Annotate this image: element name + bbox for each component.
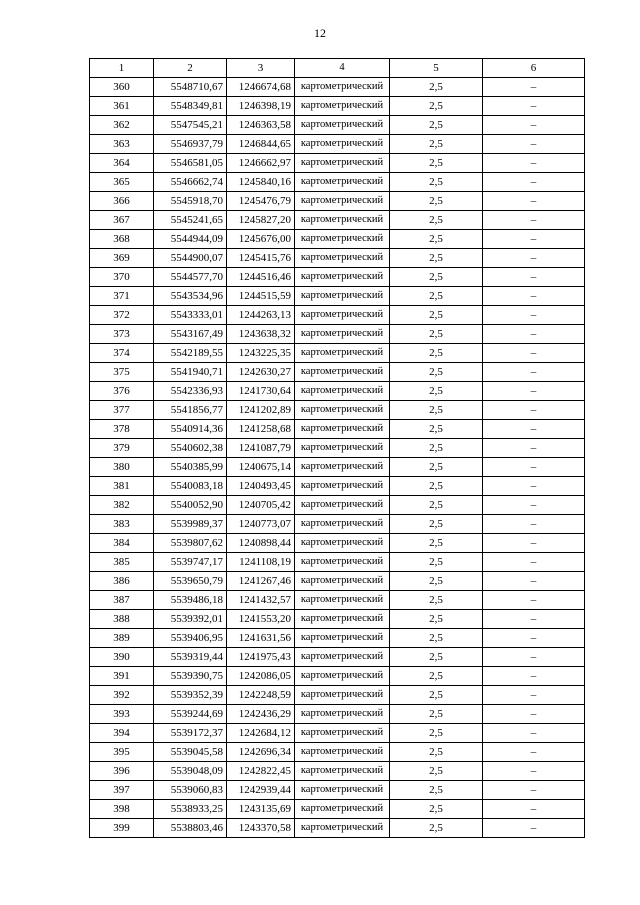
table-row bbox=[90, 572, 585, 591]
y-coordinate-cell: 1243370,58 bbox=[227, 819, 295, 838]
description-cell: – bbox=[483, 230, 585, 249]
y-coordinate-cell: 1245840,16 bbox=[227, 173, 295, 192]
description-cell: – bbox=[483, 97, 585, 116]
method-cell: картометрический bbox=[295, 819, 390, 838]
description-cell: – bbox=[483, 211, 585, 230]
method-cell: картометрический bbox=[295, 344, 390, 363]
accuracy-cell: 2,5 bbox=[390, 743, 483, 762]
table-row bbox=[90, 496, 585, 515]
x-coordinate-cell: 5541940,71 bbox=[154, 363, 227, 382]
x-coordinate-cell: 5544900,07 bbox=[154, 249, 227, 268]
point-number-cell: 395 bbox=[90, 743, 154, 762]
column-header: 1 bbox=[90, 59, 154, 78]
point-number-cell: 390 bbox=[90, 648, 154, 667]
accuracy-cell: 2,5 bbox=[390, 591, 483, 610]
method-cell: картометрический bbox=[295, 515, 390, 534]
accuracy-cell: 2,5 bbox=[390, 230, 483, 249]
accuracy-cell: 2,5 bbox=[390, 420, 483, 439]
x-coordinate-cell: 5540602,38 bbox=[154, 439, 227, 458]
table-row bbox=[90, 819, 585, 838]
y-coordinate-cell: 1245827,20 bbox=[227, 211, 295, 230]
method-cell: картометрический bbox=[295, 382, 390, 401]
description-cell: – bbox=[483, 116, 585, 135]
point-number-cell: 381 bbox=[90, 477, 154, 496]
accuracy-cell: 2,5 bbox=[390, 629, 483, 648]
point-number-cell: 393 bbox=[90, 705, 154, 724]
y-coordinate-cell: 1245676,00 bbox=[227, 230, 295, 249]
description-cell: – bbox=[483, 306, 585, 325]
y-coordinate-cell: 1240705,42 bbox=[227, 496, 295, 515]
point-number-cell: 392 bbox=[90, 686, 154, 705]
description-cell: – bbox=[483, 325, 585, 344]
point-number-cell: 369 bbox=[90, 249, 154, 268]
point-number-cell: 385 bbox=[90, 553, 154, 572]
x-coordinate-cell: 5539406,95 bbox=[154, 629, 227, 648]
accuracy-cell: 2,5 bbox=[390, 477, 483, 496]
method-cell: картометрический bbox=[295, 743, 390, 762]
x-coordinate-cell: 5543333,01 bbox=[154, 306, 227, 325]
table-row bbox=[90, 553, 585, 572]
accuracy-cell: 2,5 bbox=[390, 781, 483, 800]
method-cell: картометрический bbox=[295, 648, 390, 667]
table-row bbox=[90, 287, 585, 306]
y-coordinate-cell: 1242822,45 bbox=[227, 762, 295, 781]
accuracy-cell: 2,5 bbox=[390, 173, 483, 192]
method-cell: картометрический bbox=[295, 591, 390, 610]
accuracy-cell: 2,5 bbox=[390, 496, 483, 515]
point-number-cell: 391 bbox=[90, 667, 154, 686]
point-number-cell: 360 bbox=[90, 78, 154, 97]
y-coordinate-cell: 1246662,97 bbox=[227, 154, 295, 173]
y-coordinate-cell: 1245415,76 bbox=[227, 249, 295, 268]
x-coordinate-cell: 5546937,79 bbox=[154, 135, 227, 154]
accuracy-cell: 2,5 bbox=[390, 819, 483, 838]
method-cell: картометрический bbox=[295, 762, 390, 781]
x-coordinate-cell: 5544577,70 bbox=[154, 268, 227, 287]
description-cell: – bbox=[483, 591, 585, 610]
method-cell: картометрический bbox=[295, 477, 390, 496]
point-number-cell: 376 bbox=[90, 382, 154, 401]
method-cell: картометрический bbox=[295, 211, 390, 230]
table-row bbox=[90, 781, 585, 800]
table-row bbox=[90, 211, 585, 230]
y-coordinate-cell: 1246363,58 bbox=[227, 116, 295, 135]
y-coordinate-cell: 1244263,13 bbox=[227, 306, 295, 325]
method-cell: картометрический bbox=[295, 287, 390, 306]
coordinates-table bbox=[89, 58, 585, 838]
accuracy-cell: 2,5 bbox=[390, 553, 483, 572]
x-coordinate-cell: 5540385,99 bbox=[154, 458, 227, 477]
x-coordinate-cell: 5539392,01 bbox=[154, 610, 227, 629]
description-cell: – bbox=[483, 192, 585, 211]
accuracy-cell: 2,5 bbox=[390, 135, 483, 154]
method-cell: картометрический bbox=[295, 154, 390, 173]
table-row bbox=[90, 705, 585, 724]
table-row bbox=[90, 420, 585, 439]
accuracy-cell: 2,5 bbox=[390, 401, 483, 420]
description-cell: – bbox=[483, 78, 585, 97]
column-header: 5 bbox=[390, 59, 483, 78]
table-body bbox=[90, 78, 585, 838]
x-coordinate-cell: 5539048,09 bbox=[154, 762, 227, 781]
point-number-cell: 366 bbox=[90, 192, 154, 211]
method-cell: картометрический bbox=[295, 325, 390, 344]
y-coordinate-cell: 1241267,46 bbox=[227, 572, 295, 591]
accuracy-cell: 2,5 bbox=[390, 667, 483, 686]
y-coordinate-cell: 1241975,43 bbox=[227, 648, 295, 667]
accuracy-cell: 2,5 bbox=[390, 648, 483, 667]
method-cell: картометрический bbox=[295, 439, 390, 458]
x-coordinate-cell: 5540083,18 bbox=[154, 477, 227, 496]
description-cell: – bbox=[483, 458, 585, 477]
table-row bbox=[90, 154, 585, 173]
x-coordinate-cell: 5539319,44 bbox=[154, 648, 227, 667]
point-number-cell: 379 bbox=[90, 439, 154, 458]
table-row bbox=[90, 629, 585, 648]
method-cell: картометрический bbox=[295, 135, 390, 154]
description-cell: – bbox=[483, 762, 585, 781]
y-coordinate-cell: 1242436,29 bbox=[227, 705, 295, 724]
point-number-cell: 388 bbox=[90, 610, 154, 629]
description-cell: – bbox=[483, 572, 585, 591]
y-coordinate-cell: 1241087,79 bbox=[227, 439, 295, 458]
table-row bbox=[90, 439, 585, 458]
table-row bbox=[90, 458, 585, 477]
point-number-cell: 382 bbox=[90, 496, 154, 515]
point-number-cell: 362 bbox=[90, 116, 154, 135]
description-cell: – bbox=[483, 724, 585, 743]
method-cell: картометрический bbox=[295, 572, 390, 591]
description-cell: – bbox=[483, 686, 585, 705]
accuracy-cell: 2,5 bbox=[390, 515, 483, 534]
point-number-cell: 375 bbox=[90, 363, 154, 382]
accuracy-cell: 2,5 bbox=[390, 458, 483, 477]
table-row bbox=[90, 762, 585, 781]
point-number-cell: 397 bbox=[90, 781, 154, 800]
y-coordinate-cell: 1243135,69 bbox=[227, 800, 295, 819]
point-number-cell: 373 bbox=[90, 325, 154, 344]
accuracy-cell: 2,5 bbox=[390, 534, 483, 553]
table-row bbox=[90, 686, 585, 705]
point-number-cell: 364 bbox=[90, 154, 154, 173]
method-cell: картометрический bbox=[295, 192, 390, 211]
accuracy-cell: 2,5 bbox=[390, 287, 483, 306]
y-coordinate-cell: 1242086,05 bbox=[227, 667, 295, 686]
description-cell: – bbox=[483, 363, 585, 382]
table-row bbox=[90, 78, 585, 97]
accuracy-cell: 2,5 bbox=[390, 800, 483, 819]
method-cell: картометрический bbox=[295, 724, 390, 743]
method-cell: картометрический bbox=[295, 610, 390, 629]
method-cell: картометрический bbox=[295, 363, 390, 382]
table-row bbox=[90, 591, 585, 610]
x-coordinate-cell: 5538803,46 bbox=[154, 819, 227, 838]
description-cell: – bbox=[483, 800, 585, 819]
point-number-cell: 398 bbox=[90, 800, 154, 819]
description-cell: – bbox=[483, 154, 585, 173]
method-cell: картометрический bbox=[295, 553, 390, 572]
accuracy-cell: 2,5 bbox=[390, 439, 483, 458]
point-number-cell: 374 bbox=[90, 344, 154, 363]
accuracy-cell: 2,5 bbox=[390, 192, 483, 211]
description-cell: – bbox=[483, 173, 585, 192]
y-coordinate-cell: 1244515,59 bbox=[227, 287, 295, 306]
y-coordinate-cell: 1241108,19 bbox=[227, 553, 295, 572]
x-coordinate-cell: 5547545,21 bbox=[154, 116, 227, 135]
table-row bbox=[90, 249, 585, 268]
method-cell: картометрический bbox=[295, 458, 390, 477]
x-coordinate-cell: 5545918,70 bbox=[154, 192, 227, 211]
x-coordinate-cell: 5539486,18 bbox=[154, 591, 227, 610]
point-number-cell: 384 bbox=[90, 534, 154, 553]
x-coordinate-cell: 5545241,65 bbox=[154, 211, 227, 230]
y-coordinate-cell: 1246398,19 bbox=[227, 97, 295, 116]
point-number-cell: 383 bbox=[90, 515, 154, 534]
table-row bbox=[90, 667, 585, 686]
column-header: 3 bbox=[227, 59, 295, 78]
table-row bbox=[90, 306, 585, 325]
y-coordinate-cell: 1241553,20 bbox=[227, 610, 295, 629]
y-coordinate-cell: 1246674,68 bbox=[227, 78, 295, 97]
method-cell: картометрический bbox=[295, 249, 390, 268]
method-cell: картометрический bbox=[295, 306, 390, 325]
x-coordinate-cell: 5548349,81 bbox=[154, 97, 227, 116]
description-cell: – bbox=[483, 781, 585, 800]
y-coordinate-cell: 1241631,56 bbox=[227, 629, 295, 648]
accuracy-cell: 2,5 bbox=[390, 382, 483, 401]
x-coordinate-cell: 5539989,37 bbox=[154, 515, 227, 534]
point-number-cell: 367 bbox=[90, 211, 154, 230]
accuracy-cell: 2,5 bbox=[390, 363, 483, 382]
description-cell: – bbox=[483, 743, 585, 762]
column-header: 6 bbox=[483, 59, 585, 78]
accuracy-cell: 2,5 bbox=[390, 268, 483, 287]
y-coordinate-cell: 1240773,07 bbox=[227, 515, 295, 534]
y-coordinate-cell: 1240675,14 bbox=[227, 458, 295, 477]
accuracy-cell: 2,5 bbox=[390, 97, 483, 116]
table-row bbox=[90, 401, 585, 420]
y-coordinate-cell: 1242939,44 bbox=[227, 781, 295, 800]
point-number-cell: 368 bbox=[90, 230, 154, 249]
method-cell: картометрический bbox=[295, 667, 390, 686]
table-row bbox=[90, 800, 585, 819]
table-row bbox=[90, 116, 585, 135]
accuracy-cell: 2,5 bbox=[390, 705, 483, 724]
description-cell: – bbox=[483, 515, 585, 534]
x-coordinate-cell: 5539747,17 bbox=[154, 553, 227, 572]
y-coordinate-cell: 1242248,59 bbox=[227, 686, 295, 705]
x-coordinate-cell: 5539244,69 bbox=[154, 705, 227, 724]
x-coordinate-cell: 5548710,67 bbox=[154, 78, 227, 97]
y-coordinate-cell: 1240898,44 bbox=[227, 534, 295, 553]
point-number-cell: 386 bbox=[90, 572, 154, 591]
point-number-cell: 377 bbox=[90, 401, 154, 420]
y-coordinate-cell: 1241730,64 bbox=[227, 382, 295, 401]
accuracy-cell: 2,5 bbox=[390, 249, 483, 268]
accuracy-cell: 2,5 bbox=[390, 154, 483, 173]
method-cell: картометрический bbox=[295, 629, 390, 648]
method-cell: картометрический bbox=[295, 496, 390, 515]
accuracy-cell: 2,5 bbox=[390, 211, 483, 230]
y-coordinate-cell: 1243225,35 bbox=[227, 344, 295, 363]
description-cell: – bbox=[483, 610, 585, 629]
description-cell: – bbox=[483, 667, 585, 686]
point-number-cell: 399 bbox=[90, 819, 154, 838]
x-coordinate-cell: 5543167,49 bbox=[154, 325, 227, 344]
method-cell: картометрический bbox=[295, 534, 390, 553]
x-coordinate-cell: 5539352,39 bbox=[154, 686, 227, 705]
y-coordinate-cell: 1241432,57 bbox=[227, 591, 295, 610]
description-cell: – bbox=[483, 135, 585, 154]
method-cell: картометрический bbox=[295, 420, 390, 439]
column-header: 2 bbox=[154, 59, 227, 78]
description-cell: – bbox=[483, 420, 585, 439]
table-row bbox=[90, 363, 585, 382]
accuracy-cell: 2,5 bbox=[390, 762, 483, 781]
point-number-cell: 380 bbox=[90, 458, 154, 477]
description-cell: – bbox=[483, 287, 585, 306]
x-coordinate-cell: 5539807,62 bbox=[154, 534, 227, 553]
x-coordinate-cell: 5539390,75 bbox=[154, 667, 227, 686]
table-row bbox=[90, 743, 585, 762]
table-row bbox=[90, 610, 585, 629]
x-coordinate-cell: 5546662,74 bbox=[154, 173, 227, 192]
accuracy-cell: 2,5 bbox=[390, 325, 483, 344]
method-cell: картометрический bbox=[295, 705, 390, 724]
x-coordinate-cell: 5541856,77 bbox=[154, 401, 227, 420]
description-cell: – bbox=[483, 534, 585, 553]
y-coordinate-cell: 1240493,45 bbox=[227, 477, 295, 496]
column-header: 4 bbox=[295, 59, 390, 78]
description-cell: – bbox=[483, 819, 585, 838]
description-cell: – bbox=[483, 401, 585, 420]
description-cell: – bbox=[483, 268, 585, 287]
method-cell: картометрический bbox=[295, 686, 390, 705]
accuracy-cell: 2,5 bbox=[390, 686, 483, 705]
method-cell: картометрический bbox=[295, 116, 390, 135]
accuracy-cell: 2,5 bbox=[390, 572, 483, 591]
point-number-cell: 387 bbox=[90, 591, 154, 610]
description-cell: – bbox=[483, 705, 585, 724]
x-coordinate-cell: 5540914,36 bbox=[154, 420, 227, 439]
accuracy-cell: 2,5 bbox=[390, 116, 483, 135]
method-cell: картометрический bbox=[295, 401, 390, 420]
point-number-cell: 365 bbox=[90, 173, 154, 192]
x-coordinate-cell: 5540052,90 bbox=[154, 496, 227, 515]
table-row bbox=[90, 325, 585, 344]
x-coordinate-cell: 5539172,37 bbox=[154, 724, 227, 743]
description-cell: – bbox=[483, 648, 585, 667]
table-row bbox=[90, 477, 585, 496]
x-coordinate-cell: 5543534,96 bbox=[154, 287, 227, 306]
page-number: 12 bbox=[314, 26, 326, 40]
method-cell: картометрический bbox=[295, 800, 390, 819]
y-coordinate-cell: 1242696,34 bbox=[227, 743, 295, 762]
table-row bbox=[90, 515, 585, 534]
table-header-row bbox=[90, 59, 585, 78]
table-row bbox=[90, 173, 585, 192]
y-coordinate-cell: 1241258,68 bbox=[227, 420, 295, 439]
description-cell: – bbox=[483, 439, 585, 458]
description-cell: – bbox=[483, 249, 585, 268]
y-coordinate-cell: 1246844,65 bbox=[227, 135, 295, 154]
method-cell: картометрический bbox=[295, 173, 390, 192]
accuracy-cell: 2,5 bbox=[390, 724, 483, 743]
table-row bbox=[90, 648, 585, 667]
point-number-cell: 371 bbox=[90, 287, 154, 306]
x-coordinate-cell: 5539650,79 bbox=[154, 572, 227, 591]
method-cell: картометрический bbox=[295, 268, 390, 287]
description-cell: – bbox=[483, 496, 585, 515]
description-cell: – bbox=[483, 344, 585, 363]
x-coordinate-cell: 5546581,05 bbox=[154, 154, 227, 173]
description-cell: – bbox=[483, 553, 585, 572]
x-coordinate-cell: 5538933,25 bbox=[154, 800, 227, 819]
method-cell: картометрический bbox=[295, 781, 390, 800]
point-number-cell: 378 bbox=[90, 420, 154, 439]
y-coordinate-cell: 1242684,12 bbox=[227, 724, 295, 743]
table-row bbox=[90, 192, 585, 211]
x-coordinate-cell: 5542189,55 bbox=[154, 344, 227, 363]
y-coordinate-cell: 1241202,89 bbox=[227, 401, 295, 420]
table-row bbox=[90, 724, 585, 743]
accuracy-cell: 2,5 bbox=[390, 78, 483, 97]
table-row bbox=[90, 382, 585, 401]
method-cell: картометрический bbox=[295, 97, 390, 116]
x-coordinate-cell: 5539060,83 bbox=[154, 781, 227, 800]
method-cell: картометрический bbox=[295, 78, 390, 97]
x-coordinate-cell: 5539045,58 bbox=[154, 743, 227, 762]
accuracy-cell: 2,5 bbox=[390, 344, 483, 363]
point-number-cell: 361 bbox=[90, 97, 154, 116]
table-row bbox=[90, 135, 585, 154]
description-cell: – bbox=[483, 629, 585, 648]
x-coordinate-cell: 5544944,09 bbox=[154, 230, 227, 249]
y-coordinate-cell: 1242630,27 bbox=[227, 363, 295, 382]
y-coordinate-cell: 1244516,46 bbox=[227, 268, 295, 287]
table-row bbox=[90, 268, 585, 287]
x-coordinate-cell: 5542336,93 bbox=[154, 382, 227, 401]
point-number-cell: 363 bbox=[90, 135, 154, 154]
point-number-cell: 389 bbox=[90, 629, 154, 648]
table-row bbox=[90, 344, 585, 363]
description-cell: – bbox=[483, 382, 585, 401]
point-number-cell: 394 bbox=[90, 724, 154, 743]
accuracy-cell: 2,5 bbox=[390, 306, 483, 325]
y-coordinate-cell: 1245476,79 bbox=[227, 192, 295, 211]
table-row bbox=[90, 230, 585, 249]
table-row bbox=[90, 97, 585, 116]
point-number-cell: 396 bbox=[90, 762, 154, 781]
y-coordinate-cell: 1243638,32 bbox=[227, 325, 295, 344]
table-row bbox=[90, 534, 585, 553]
point-number-cell: 372 bbox=[90, 306, 154, 325]
description-cell: – bbox=[483, 477, 585, 496]
method-cell: картометрический bbox=[295, 230, 390, 249]
point-number-cell: 370 bbox=[90, 268, 154, 287]
accuracy-cell: 2,5 bbox=[390, 610, 483, 629]
